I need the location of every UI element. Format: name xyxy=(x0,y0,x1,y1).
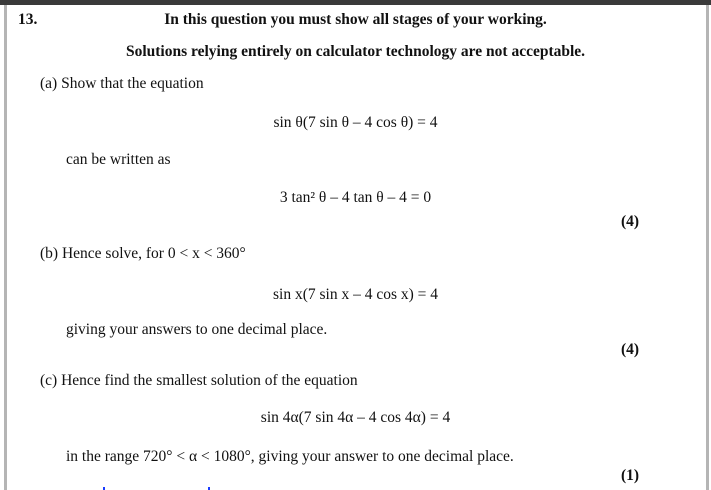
part-a-marks: (4) xyxy=(621,213,640,230)
part-c-follow-text: in the range 720° < α < 1080°, giving your answer to one decimal place. xyxy=(66,448,514,465)
question-number: 13. xyxy=(18,11,38,28)
instruction-calculator: Solutions relying entirely on calculator technology are not acceptable. xyxy=(125,43,586,60)
part-a-equation-1: sin θ(7 sin θ – 4 cos θ) = 4 xyxy=(273,114,438,131)
instruction-working: In this question you must show all stages of your working. xyxy=(164,11,547,28)
top-bar xyxy=(0,0,711,5)
part-c-marks: (1) xyxy=(621,467,640,484)
part-b-marks: (4) xyxy=(621,341,640,358)
part-a-label: (a) Show that the equation xyxy=(40,75,204,92)
part-a-middle-text: can be written as xyxy=(66,151,171,168)
part-b-follow-text: giving your answers to one decimal place. xyxy=(66,321,328,338)
part-c-equation: sin 4α(7 sin 4α – 4 cos 4α) = 4 xyxy=(260,409,451,426)
part-b-equation: sin x(7 sin x – 4 cos x) = 4 xyxy=(272,286,439,303)
part-b-label: (b) Hence solve, for 0 < x < 360° xyxy=(40,245,246,262)
part-c-label: (c) Hence find the smallest solution of the equation xyxy=(40,372,358,389)
part-a-equation-2: 3 tan² θ – 4 tan θ – 4 = 0 xyxy=(279,189,432,206)
